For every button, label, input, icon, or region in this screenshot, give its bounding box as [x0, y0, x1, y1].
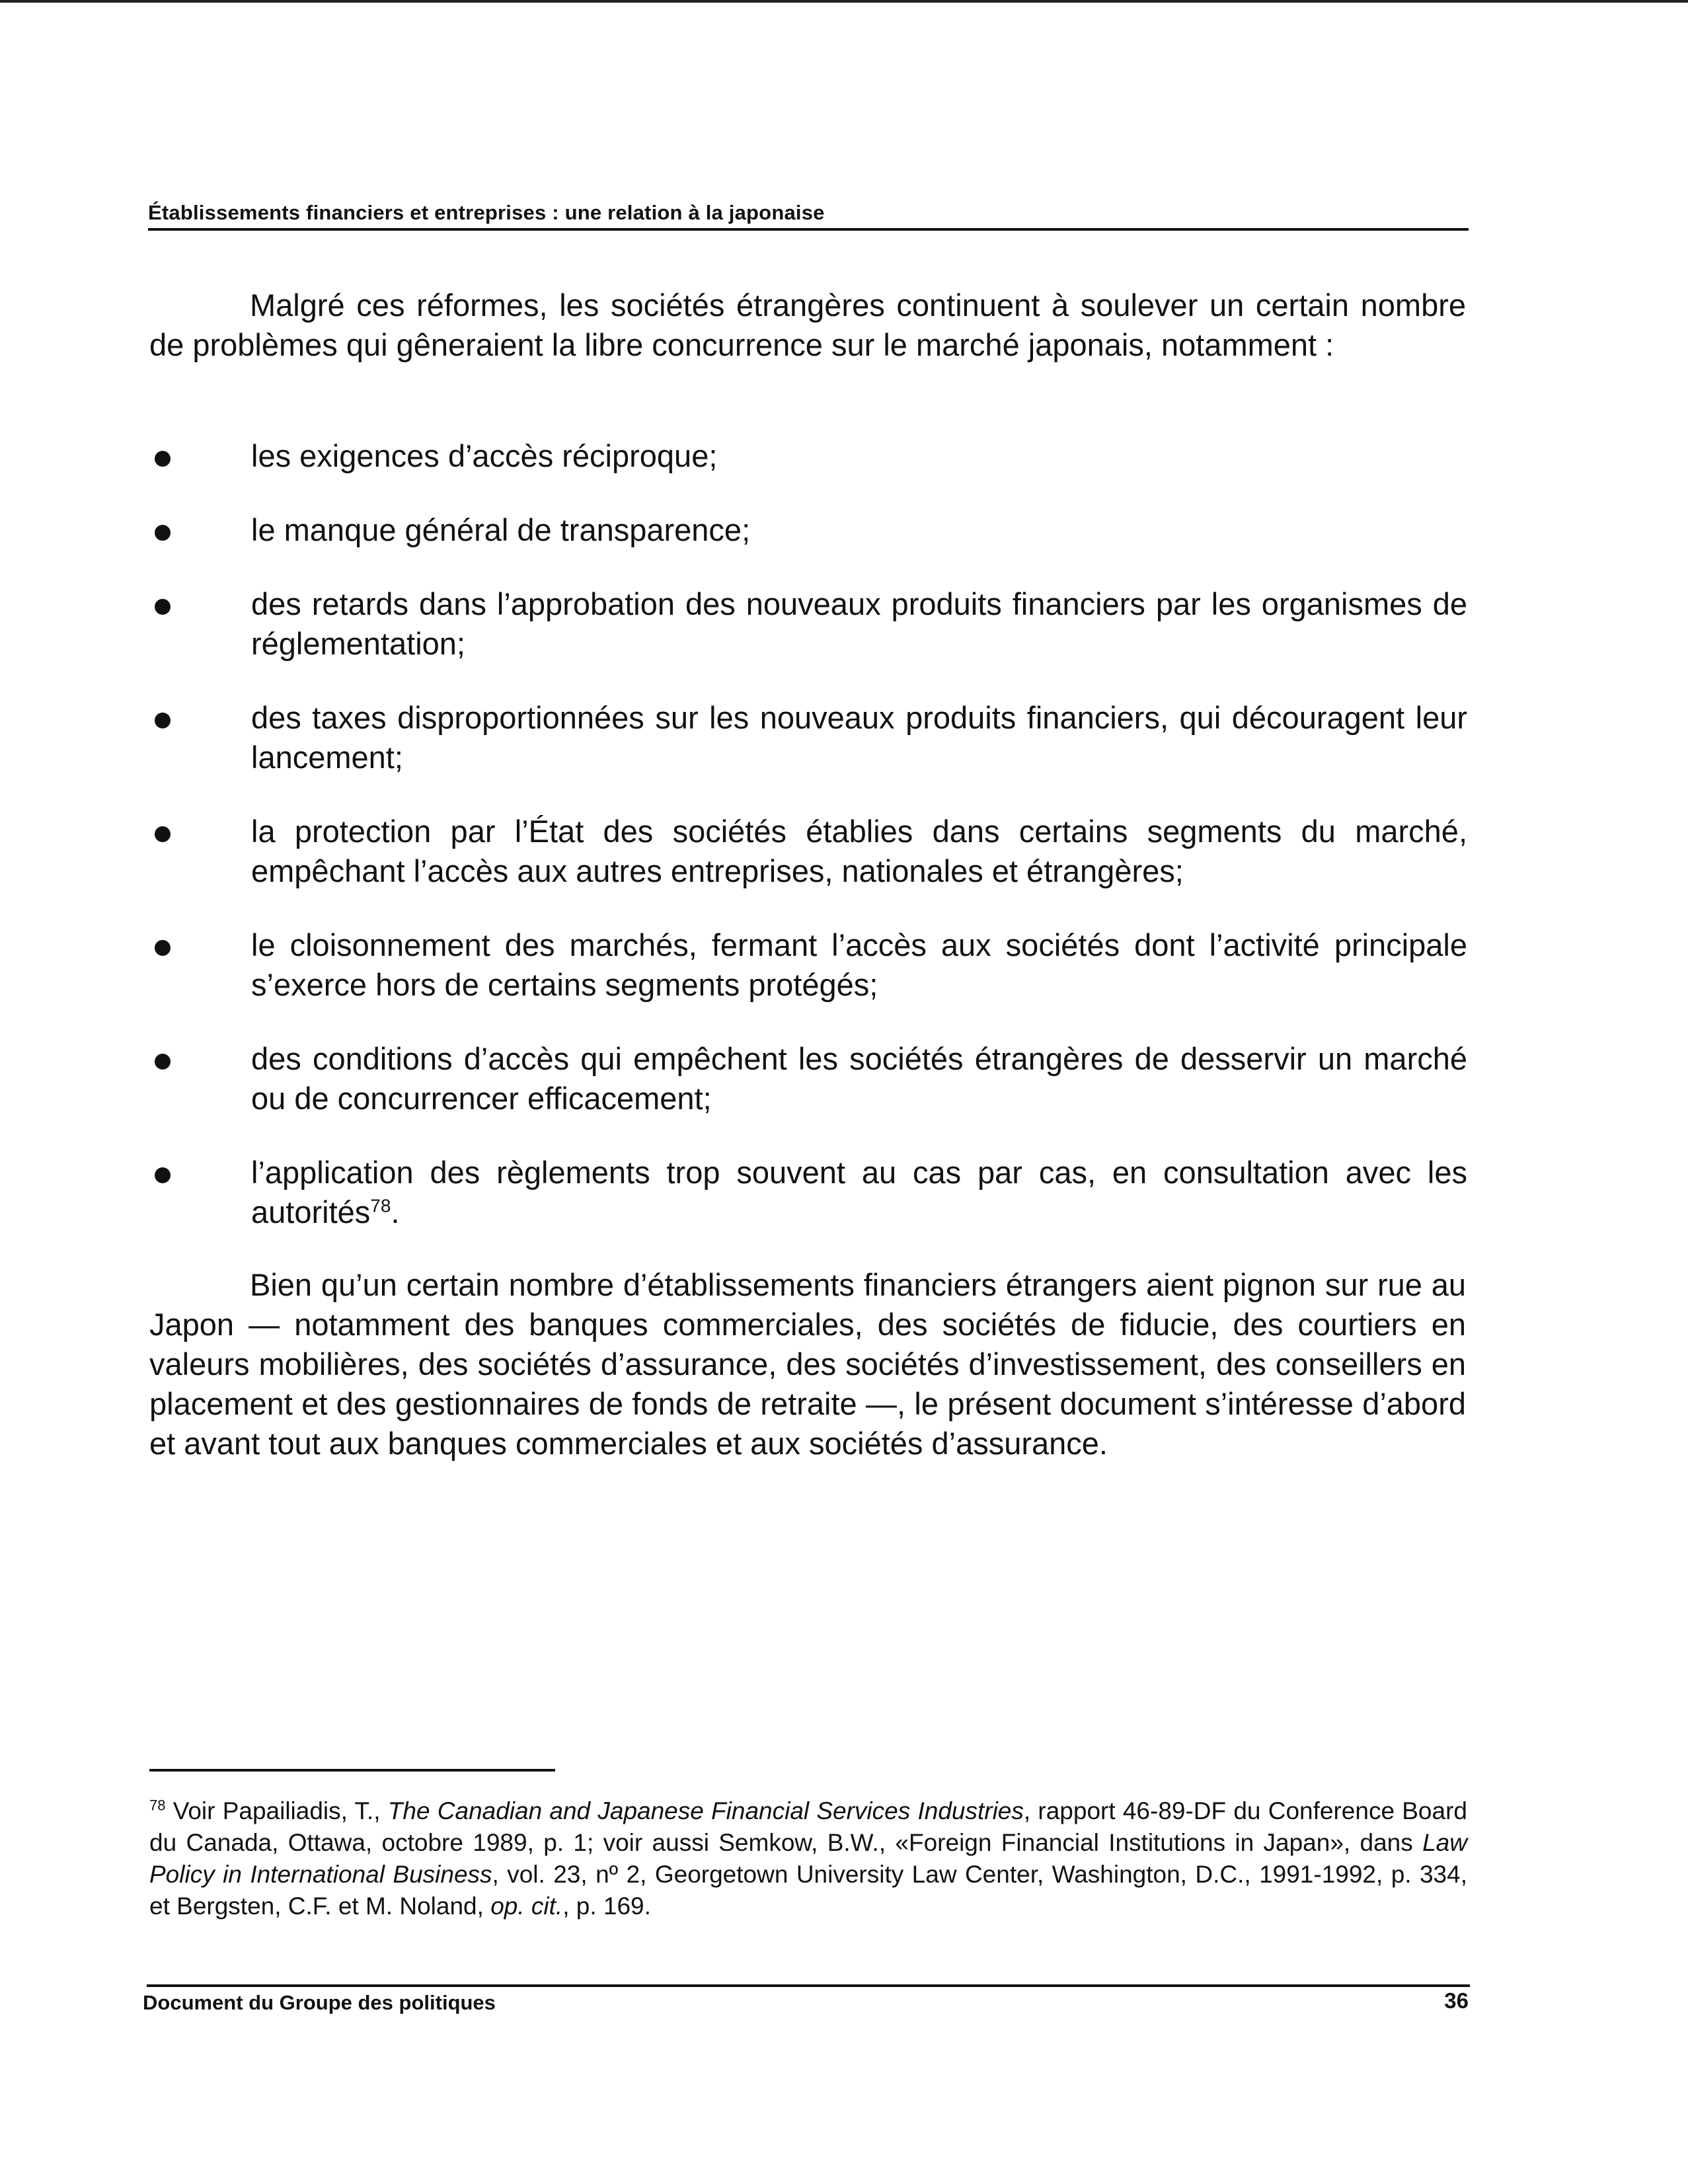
bullet-icon [155, 940, 171, 956]
list-item-text: la protection par l’État des sociétés établies dans certains segments du marché, empêchant l’accès aux autres entreprises, nationales et étrangères; [251, 814, 1467, 888]
footer-rule [147, 1984, 1470, 1987]
conclusion-paragraph [149, 1265, 1466, 1463]
list-item-text: des taxes disproportionnées sur les nouveaux produits financiers, qui découragent leur lancement; [251, 700, 1467, 775]
intro-text: Malgré ces réformes, les sociétés étrangères continuent à soulever un certain nombre de problèmes qui gêneraient la libre concurrence sur le marché japonais, notamment : [149, 288, 1466, 362]
list-item [149, 436, 1467, 476]
footnote-title: Law Policy in International Business [149, 1829, 1467, 1888]
problem-list [149, 436, 1467, 1232]
list-item [149, 1153, 1467, 1232]
list-item-text: l’application des règlements trop souvent au cas par cas, en consultation avec les autorités [251, 1155, 1467, 1229]
list-item [149, 925, 1467, 1005]
header-rule [148, 228, 1469, 231]
list-item-end: . [391, 1194, 400, 1229]
list-item-text: des retards dans l’approbation des nouveaux produits financiers par les organismes de réglementation; [251, 586, 1467, 661]
bullet-icon [155, 525, 171, 541]
list-item-text: le cloisonnement des marchés, fermant l’accès aux sociétés dont l’activité principale s’exerce hors de certains segments protégés; [251, 927, 1467, 1002]
page-number: 36 [1444, 1988, 1469, 2013]
list-item [149, 812, 1467, 891]
footnote [149, 1795, 1467, 1922]
footnote-text: , vol. 23, nº 2, Georgetown University Law Center, Washington, D.C., 1991-1992, p. 334, et Bergsten, C.F. et M. Noland, [149, 1861, 1467, 1920]
bullet-icon [155, 713, 171, 728]
footnote-text: Voir Papailiadis, T., [165, 1797, 388, 1824]
bullet-icon [155, 599, 171, 615]
intro-paragraph [149, 286, 1466, 365]
list-item [149, 698, 1467, 777]
bullet-icon [155, 1167, 171, 1183]
footer-publication: Document du Groupe des politiques [143, 1991, 496, 2014]
footnote-rule [149, 1769, 555, 1772]
footnote-number: 78 [149, 1797, 166, 1814]
bullet-icon [155, 826, 171, 842]
list-item [149, 510, 1467, 550]
list-item-text: le manque général de transparence; [251, 512, 751, 547]
footnote-text: , rapport 46-89-DF du Conference Board du Canada, Ottawa, octobre 1989, p. 1; voir aussi Semkow, B.W., «Foreign Financial Institutions in Japan», dans [149, 1797, 1467, 1856]
bullet-icon [155, 1054, 171, 1070]
footnote-text: , p. 169. [562, 1892, 651, 1920]
conclusion-text: Bien qu’un certain nombre d’établissements financiers étrangers aient pignon sur rue au Japon — notamment des banques commerciales, des sociétés de fiducie, des courtiers en valeurs mobilières, des sociétés d’assurance, des sociétés d’investissement, des conseillers en placement et des gestionnaires de fonds de retraite —, le présent document s’intéresse d’abord et avant tout aux banques commerciales et aux sociétés d’assurance. [149, 1267, 1466, 1461]
footnote-title: The Canadian and Japanese Financial Services Industries [387, 1797, 1024, 1824]
list-item [149, 584, 1467, 664]
list-item-text: les exigences d’accès réciproque; [251, 438, 718, 473]
list-item-text: des conditions d’accès qui empêchent les sociétés étrangères de desservir un marché ou de concurrencer efficacement; [251, 1041, 1467, 1116]
running-header: Établissements financiers et entreprises : une relation à la japonaise [148, 201, 825, 224]
footnote-reference[interactable]: 78 [370, 1195, 391, 1216]
page-top-edge [0, 0, 1688, 3]
bullet-icon [155, 451, 171, 467]
list-item [149, 1039, 1467, 1118]
footnote-title: op. cit. [490, 1892, 563, 1920]
